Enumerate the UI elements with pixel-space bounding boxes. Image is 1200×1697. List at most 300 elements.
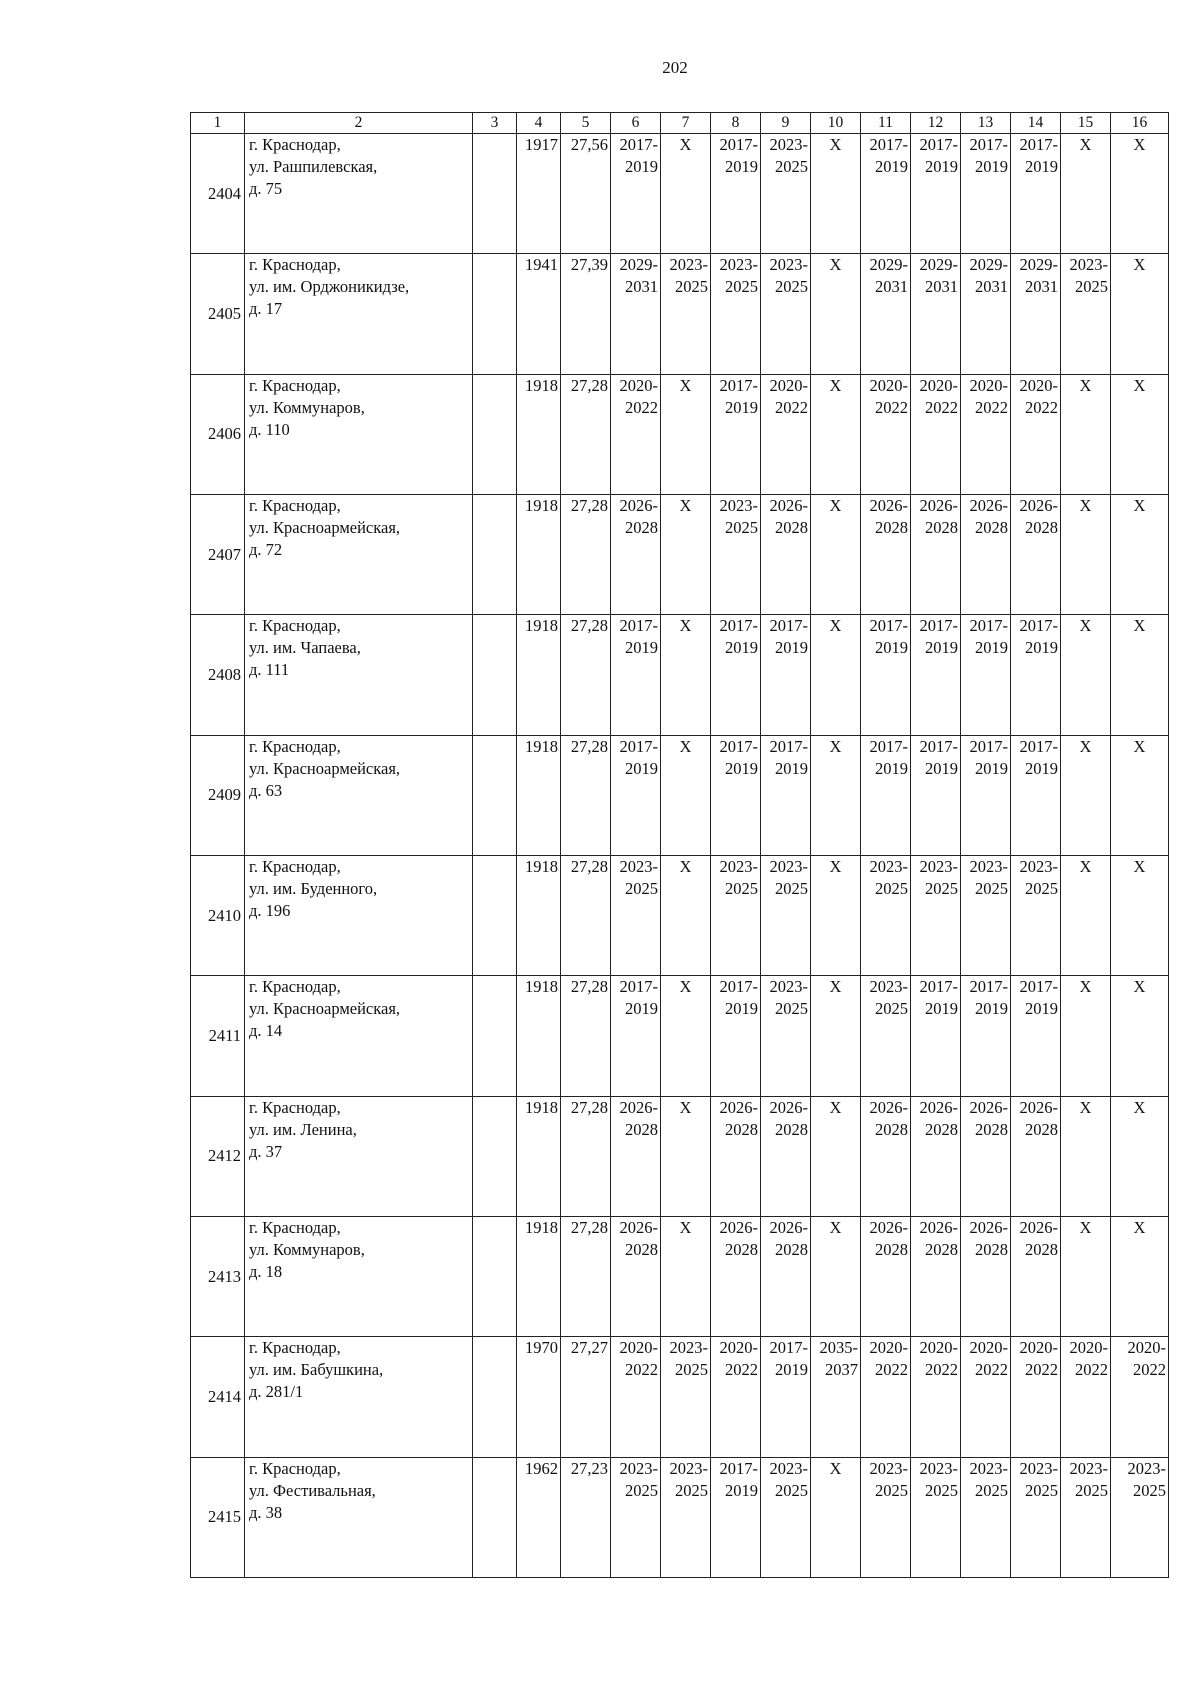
address-line: г. Краснодар, bbox=[249, 1097, 341, 1117]
period-line: 2031 bbox=[975, 277, 1008, 297]
period-cell-col-13 bbox=[961, 494, 1011, 614]
value-cell: 27,56 bbox=[561, 134, 611, 254]
period-line: 2023- bbox=[769, 135, 808, 154]
period-cell-col-11 bbox=[861, 254, 911, 374]
period-cell-col-7 bbox=[661, 254, 711, 374]
address-line: д. 196 bbox=[249, 900, 291, 920]
value-cell: 27,28 bbox=[561, 374, 611, 494]
period-line: X bbox=[1133, 255, 1146, 275]
period-line: 2028 bbox=[1025, 1119, 1058, 1139]
period-line: 2019 bbox=[975, 157, 1008, 176]
address-line: г. Краснодар, bbox=[249, 255, 341, 275]
period-cell-col-8 bbox=[711, 976, 761, 1096]
period-cell-col-7 bbox=[661, 1337, 711, 1457]
period-cell-col-16 bbox=[1111, 1216, 1169, 1336]
period-line: 2031 bbox=[875, 277, 908, 297]
period-line: 2026- bbox=[919, 1217, 958, 1237]
period-cell-col-10 bbox=[811, 134, 861, 254]
period-cell-col-15 bbox=[1061, 134, 1111, 254]
col-3-cell bbox=[473, 976, 517, 1096]
period-cell-col-11 bbox=[861, 494, 911, 614]
period-line: 2022 bbox=[875, 397, 908, 417]
period-line: 2028 bbox=[775, 1239, 808, 1259]
period-cell-col-15 bbox=[1061, 374, 1111, 494]
period-cell-col-10 bbox=[811, 855, 861, 975]
period-line: 2023- bbox=[919, 1458, 958, 1478]
col-3-cell bbox=[473, 374, 517, 494]
address-line: д. 110 bbox=[249, 419, 290, 439]
period-line: X bbox=[829, 255, 842, 275]
period-line: X bbox=[1079, 495, 1092, 515]
period-line: 2028 bbox=[925, 1239, 958, 1259]
value-cell: 27,28 bbox=[561, 735, 611, 855]
period-line: 2026- bbox=[969, 1097, 1008, 1117]
period-line: 2025 bbox=[975, 878, 1008, 898]
period-line: 2028 bbox=[925, 1119, 958, 1139]
period-cell-col-16 bbox=[1111, 615, 1169, 735]
col-3-cell bbox=[473, 615, 517, 735]
period-line: 2026- bbox=[619, 1097, 658, 1117]
period-line: 2026- bbox=[919, 495, 958, 515]
col-3-cell bbox=[473, 1337, 517, 1457]
period-cell-col-6 bbox=[611, 374, 661, 494]
col-3-cell bbox=[473, 1457, 517, 1577]
period-cell-col-12 bbox=[911, 976, 961, 1096]
period-line: 2028 bbox=[725, 1239, 758, 1259]
period-line: 2028 bbox=[625, 517, 658, 537]
period-cell-col-6 bbox=[611, 615, 661, 735]
period-cell-col-6 bbox=[611, 1096, 661, 1216]
table-row bbox=[191, 1337, 1169, 1457]
period-line: 2019 bbox=[725, 999, 758, 1019]
row-number: 2412 bbox=[191, 1096, 245, 1216]
address-line: г. Краснодар, bbox=[249, 856, 341, 876]
period-line: X bbox=[679, 1217, 692, 1237]
period-line: 2023- bbox=[719, 495, 758, 515]
period-line: 2025 bbox=[725, 277, 758, 297]
period-line: 2026- bbox=[619, 1217, 658, 1237]
period-line: 2028 bbox=[875, 1119, 908, 1139]
period-cell-col-8 bbox=[711, 735, 761, 855]
period-line: 2026- bbox=[719, 1097, 758, 1117]
period-line: 2025 bbox=[1075, 277, 1108, 297]
period-line: 2019 bbox=[725, 1480, 758, 1500]
period-line: X bbox=[829, 977, 842, 997]
table-row bbox=[191, 976, 1169, 1096]
period-cell-col-12 bbox=[911, 1457, 961, 1577]
period-line: X bbox=[679, 616, 692, 636]
year-built-cell: 1970 bbox=[517, 1337, 561, 1457]
period-line: 2019 bbox=[925, 999, 958, 1019]
col-3-cell bbox=[473, 134, 517, 254]
address-line: г. Краснодар, bbox=[249, 736, 341, 756]
period-line: 2022 bbox=[625, 397, 658, 417]
period-cell-col-16 bbox=[1111, 855, 1169, 975]
period-line: 2026- bbox=[869, 1217, 908, 1237]
period-cell-col-8 bbox=[711, 1457, 761, 1577]
period-line: 2017- bbox=[719, 135, 758, 154]
period-line: X bbox=[1079, 856, 1092, 876]
year-built-cell: 1917 bbox=[517, 134, 561, 254]
period-cell-col-10 bbox=[811, 1457, 861, 1577]
address-cell bbox=[245, 855, 473, 975]
period-cell-col-12 bbox=[911, 1216, 961, 1336]
period-line: 2023- bbox=[869, 1458, 908, 1478]
period-cell-col-13 bbox=[961, 855, 1011, 975]
period-line: 2025 bbox=[775, 878, 808, 898]
row-number: 2409 bbox=[191, 735, 245, 855]
period-line: 2028 bbox=[775, 517, 808, 537]
row-number: 2404 bbox=[191, 134, 245, 254]
period-line: 2028 bbox=[725, 1119, 758, 1139]
period-cell-col-16 bbox=[1111, 1096, 1169, 1216]
period-line: 2023- bbox=[619, 856, 658, 876]
period-line: 2019 bbox=[925, 157, 958, 176]
period-line: 2037 bbox=[825, 1360, 858, 1380]
table-row bbox=[191, 615, 1169, 735]
period-line: 2022 bbox=[975, 1360, 1008, 1380]
period-cell-col-13 bbox=[961, 1457, 1011, 1577]
period-line: X bbox=[1133, 856, 1146, 876]
period-line: 2026- bbox=[1019, 1097, 1058, 1117]
address-line: ул. Коммунаров, bbox=[249, 397, 365, 417]
period-line: 2028 bbox=[625, 1239, 658, 1259]
period-cell-col-10 bbox=[811, 254, 861, 374]
period-cell-col-15 bbox=[1061, 615, 1111, 735]
period-line: 2020- bbox=[969, 1338, 1008, 1358]
address-line: д. 18 bbox=[249, 1261, 283, 1281]
period-cell-col-8 bbox=[711, 134, 761, 254]
table-row bbox=[191, 494, 1169, 614]
row-number: 2405 bbox=[191, 254, 245, 374]
period-line: 2026- bbox=[769, 495, 808, 515]
period-line: 2026- bbox=[619, 495, 658, 515]
period-line: 2025 bbox=[675, 1480, 708, 1500]
col-3-cell bbox=[473, 494, 517, 614]
column-header-5: 5 bbox=[561, 113, 611, 134]
period-cell-col-7 bbox=[661, 1216, 711, 1336]
period-line: 2023- bbox=[619, 1458, 658, 1478]
column-header-4: 4 bbox=[517, 113, 561, 134]
column-header-9: 9 bbox=[761, 113, 811, 134]
period-cell-col-14 bbox=[1011, 615, 1061, 735]
period-cell-col-14 bbox=[1011, 976, 1061, 1096]
period-line: 2023- bbox=[919, 856, 958, 876]
period-line: 2025 bbox=[625, 878, 658, 898]
period-line: 2022 bbox=[625, 1360, 658, 1380]
period-cell-col-16 bbox=[1111, 494, 1169, 614]
period-cell-col-11 bbox=[861, 134, 911, 254]
period-cell-col-14 bbox=[1011, 735, 1061, 855]
period-line: 2019 bbox=[875, 758, 908, 778]
period-line: 2028 bbox=[775, 1119, 808, 1139]
period-line: 2020- bbox=[1019, 1338, 1058, 1358]
address-cell bbox=[245, 976, 473, 1096]
period-line: 2023- bbox=[869, 856, 908, 876]
column-header-7: 7 bbox=[661, 113, 711, 134]
period-cell-col-16 bbox=[1111, 254, 1169, 374]
period-cell-col-9 bbox=[761, 374, 811, 494]
column-header-8: 8 bbox=[711, 113, 761, 134]
table-row bbox=[191, 855, 1169, 975]
address-line: ул. Рашпилевская, bbox=[249, 157, 378, 176]
period-cell-col-13 bbox=[961, 735, 1011, 855]
address-cell bbox=[245, 134, 473, 254]
period-cell-col-6 bbox=[611, 735, 661, 855]
value-cell: 27,28 bbox=[561, 1216, 611, 1336]
period-cell-col-6 bbox=[611, 254, 661, 374]
period-line: 2026- bbox=[719, 1217, 758, 1237]
period-line: X bbox=[1079, 375, 1092, 395]
address-line: д. 14 bbox=[249, 1021, 283, 1041]
period-cell-col-6 bbox=[611, 1216, 661, 1336]
period-line: 2020- bbox=[969, 375, 1008, 395]
period-line: 2017- bbox=[869, 135, 908, 154]
period-line: 2025 bbox=[925, 1480, 958, 1500]
period-cell-col-16 bbox=[1111, 134, 1169, 254]
period-line: 2025 bbox=[675, 1360, 708, 1380]
period-line: 2025 bbox=[925, 878, 958, 898]
period-line: 2020- bbox=[1127, 1338, 1166, 1358]
period-cell-col-14 bbox=[1011, 1337, 1061, 1457]
period-cell-col-15 bbox=[1061, 855, 1111, 975]
period-line: 2022 bbox=[1025, 1360, 1058, 1380]
period-line: 2020- bbox=[1069, 1338, 1108, 1358]
period-line: 2017- bbox=[1019, 135, 1058, 154]
period-cell-col-16 bbox=[1111, 374, 1169, 494]
value-cell: 27,39 bbox=[561, 254, 611, 374]
col-3-cell bbox=[473, 855, 517, 975]
year-built-cell: 1918 bbox=[517, 1216, 561, 1336]
period-line: 2022 bbox=[1025, 397, 1058, 417]
period-line: 2023- bbox=[769, 977, 808, 997]
period-line: 2019 bbox=[625, 999, 658, 1019]
period-line: 2023- bbox=[769, 856, 808, 876]
address-line: д. 17 bbox=[249, 299, 283, 319]
period-cell-col-9 bbox=[761, 494, 811, 614]
period-line: 2019 bbox=[975, 758, 1008, 778]
period-cell-col-11 bbox=[861, 374, 911, 494]
address-line: г. Краснодар, bbox=[249, 1338, 341, 1358]
year-built-cell: 1918 bbox=[517, 494, 561, 614]
period-cell-col-12 bbox=[911, 374, 961, 494]
address-line: г. Краснодар, bbox=[249, 375, 341, 395]
period-line: 2026- bbox=[869, 1097, 908, 1117]
address-line: ул. Красноармейская, bbox=[249, 999, 401, 1019]
period-cell-col-10 bbox=[811, 1216, 861, 1336]
period-line: X bbox=[1133, 736, 1146, 756]
period-cell-col-13 bbox=[961, 1337, 1011, 1457]
period-cell-col-14 bbox=[1011, 1457, 1061, 1577]
year-built-cell: 1941 bbox=[517, 254, 561, 374]
period-cell-col-11 bbox=[861, 1216, 911, 1336]
period-cell-col-10 bbox=[811, 735, 861, 855]
period-line: 2019 bbox=[725, 397, 758, 417]
period-line: 2017- bbox=[869, 736, 908, 756]
value-cell: 27,28 bbox=[561, 976, 611, 1096]
period-line: 2017- bbox=[969, 616, 1008, 636]
period-line: 2026- bbox=[1019, 1217, 1058, 1237]
period-cell-col-12 bbox=[911, 735, 961, 855]
period-line: 2025 bbox=[1133, 1480, 1166, 1500]
year-built-cell: 1962 bbox=[517, 1457, 561, 1577]
period-line: 2026- bbox=[1019, 495, 1058, 515]
column-header-16: 16 bbox=[1111, 113, 1169, 134]
period-line: 2019 bbox=[875, 638, 908, 658]
period-line: 2020- bbox=[869, 375, 908, 395]
year-built-cell: 1918 bbox=[517, 735, 561, 855]
period-line: 2019 bbox=[975, 638, 1008, 658]
period-cell-col-15 bbox=[1061, 254, 1111, 374]
period-line: 2019 bbox=[725, 758, 758, 778]
period-cell-col-9 bbox=[761, 1096, 811, 1216]
period-line: 2028 bbox=[1025, 517, 1058, 537]
period-cell-col-11 bbox=[861, 1337, 911, 1457]
period-line: 2020- bbox=[919, 375, 958, 395]
period-cell-col-8 bbox=[711, 1216, 761, 1336]
period-cell-col-14 bbox=[1011, 254, 1061, 374]
period-line: X bbox=[679, 135, 692, 154]
period-cell-col-15 bbox=[1061, 1337, 1111, 1457]
period-line: 2026- bbox=[769, 1097, 808, 1117]
period-line: 2017- bbox=[1019, 736, 1058, 756]
period-line: X bbox=[829, 1217, 842, 1237]
period-line: X bbox=[829, 1097, 842, 1117]
period-cell-col-14 bbox=[1011, 494, 1061, 614]
period-line: 2026- bbox=[969, 495, 1008, 515]
period-line: 2017- bbox=[969, 977, 1008, 997]
period-line: 2023- bbox=[769, 1458, 808, 1478]
period-line: 2020- bbox=[619, 1338, 658, 1358]
table-row bbox=[191, 1096, 1169, 1216]
row-number: 2410 bbox=[191, 855, 245, 975]
period-line: 2022 bbox=[775, 397, 808, 417]
period-line: 2023- bbox=[969, 856, 1008, 876]
period-line: 2019 bbox=[775, 758, 808, 778]
address-line: д. 37 bbox=[249, 1141, 283, 1161]
period-line: X bbox=[1079, 736, 1092, 756]
period-line: X bbox=[679, 1097, 692, 1117]
address-line: г. Краснодар, bbox=[249, 1458, 341, 1478]
period-line: X bbox=[829, 616, 842, 636]
period-line: X bbox=[829, 375, 842, 395]
period-line: 2025 bbox=[725, 878, 758, 898]
period-line: X bbox=[1133, 616, 1146, 636]
period-cell-col-6 bbox=[611, 855, 661, 975]
value-cell: 27,28 bbox=[561, 855, 611, 975]
period-line: 2019 bbox=[875, 157, 908, 176]
address-line: д. 63 bbox=[249, 780, 283, 800]
period-line: 2025 bbox=[775, 999, 808, 1019]
period-line: 2023- bbox=[1127, 1458, 1166, 1478]
period-line: 2022 bbox=[925, 397, 958, 417]
period-line: 2031 bbox=[625, 277, 658, 297]
period-line: 2019 bbox=[775, 1360, 808, 1380]
period-cell-col-7 bbox=[661, 1457, 711, 1577]
period-line: 2023- bbox=[719, 856, 758, 876]
period-line: 2019 bbox=[725, 638, 758, 658]
period-cell-col-13 bbox=[961, 976, 1011, 1096]
address-cell bbox=[245, 735, 473, 855]
period-line: 2025 bbox=[625, 1480, 658, 1500]
period-line: X bbox=[829, 495, 842, 515]
address-line: г. Краснодар, bbox=[249, 1217, 341, 1237]
period-line: 2017- bbox=[969, 736, 1008, 756]
period-cell-col-16 bbox=[1111, 735, 1169, 855]
period-cell-col-8 bbox=[711, 855, 761, 975]
period-line: 2017- bbox=[1019, 977, 1058, 997]
period-cell-col-11 bbox=[861, 1096, 911, 1216]
period-line: 2020- bbox=[919, 1338, 958, 1358]
address-line: г. Краснодар, bbox=[249, 135, 341, 154]
period-cell-col-15 bbox=[1061, 494, 1111, 614]
address-line: д. 38 bbox=[249, 1502, 283, 1522]
period-cell-col-15 bbox=[1061, 976, 1111, 1096]
period-line: 2019 bbox=[775, 638, 808, 658]
value-cell: 27,23 bbox=[561, 1457, 611, 1577]
period-line: 2019 bbox=[1025, 758, 1058, 778]
period-line: 2017- bbox=[919, 135, 958, 154]
period-cell-col-12 bbox=[911, 1096, 961, 1216]
period-line: 2028 bbox=[925, 517, 958, 537]
col-3-cell bbox=[473, 735, 517, 855]
row-number: 2413 bbox=[191, 1216, 245, 1336]
period-line: X bbox=[829, 135, 842, 154]
period-line: 2019 bbox=[925, 758, 958, 778]
period-line: 2029- bbox=[919, 255, 958, 275]
value-cell: 27,28 bbox=[561, 494, 611, 614]
address-line: ул. им. Буденного, bbox=[249, 878, 378, 898]
address-line: д. 75 bbox=[249, 179, 283, 198]
table-row bbox=[191, 254, 1169, 374]
address-line: ул. им. Чапаева, bbox=[249, 638, 361, 658]
period-cell-col-10 bbox=[811, 1096, 861, 1216]
period-cell-col-15 bbox=[1061, 1457, 1111, 1577]
period-line: 2028 bbox=[875, 1239, 908, 1259]
period-line: X bbox=[1133, 1217, 1146, 1237]
period-line: 2019 bbox=[975, 999, 1008, 1019]
period-line: 2028 bbox=[875, 517, 908, 537]
period-line: X bbox=[679, 495, 692, 515]
table-row bbox=[191, 374, 1169, 494]
column-header-13: 13 bbox=[961, 113, 1011, 134]
period-cell-col-8 bbox=[711, 374, 761, 494]
period-cell-col-14 bbox=[1011, 1216, 1061, 1336]
period-line: 2017- bbox=[769, 616, 808, 636]
address-line: ул. им. Бабушкина, bbox=[249, 1360, 384, 1380]
col-3-cell bbox=[473, 254, 517, 374]
period-line: X bbox=[679, 375, 692, 395]
period-cell-col-12 bbox=[911, 855, 961, 975]
column-header-14: 14 bbox=[1011, 113, 1061, 134]
address-cell bbox=[245, 374, 473, 494]
period-line: X bbox=[1079, 977, 1092, 997]
period-cell-col-13 bbox=[961, 1216, 1011, 1336]
period-cell-col-7 bbox=[661, 1096, 711, 1216]
period-line: 2029- bbox=[1019, 255, 1058, 275]
period-cell-col-12 bbox=[911, 494, 961, 614]
period-cell-col-7 bbox=[661, 374, 711, 494]
period-line: 2017- bbox=[869, 616, 908, 636]
period-cell-col-7 bbox=[661, 134, 711, 254]
address-line: ул. Фестивальная, bbox=[249, 1480, 376, 1500]
period-cell-col-11 bbox=[861, 615, 911, 735]
column-number-header-row bbox=[191, 113, 1169, 134]
row-number: 2406 bbox=[191, 374, 245, 494]
period-line: 2026- bbox=[769, 1217, 808, 1237]
column-header-10: 10 bbox=[811, 113, 861, 134]
period-line: 2017- bbox=[619, 616, 658, 636]
